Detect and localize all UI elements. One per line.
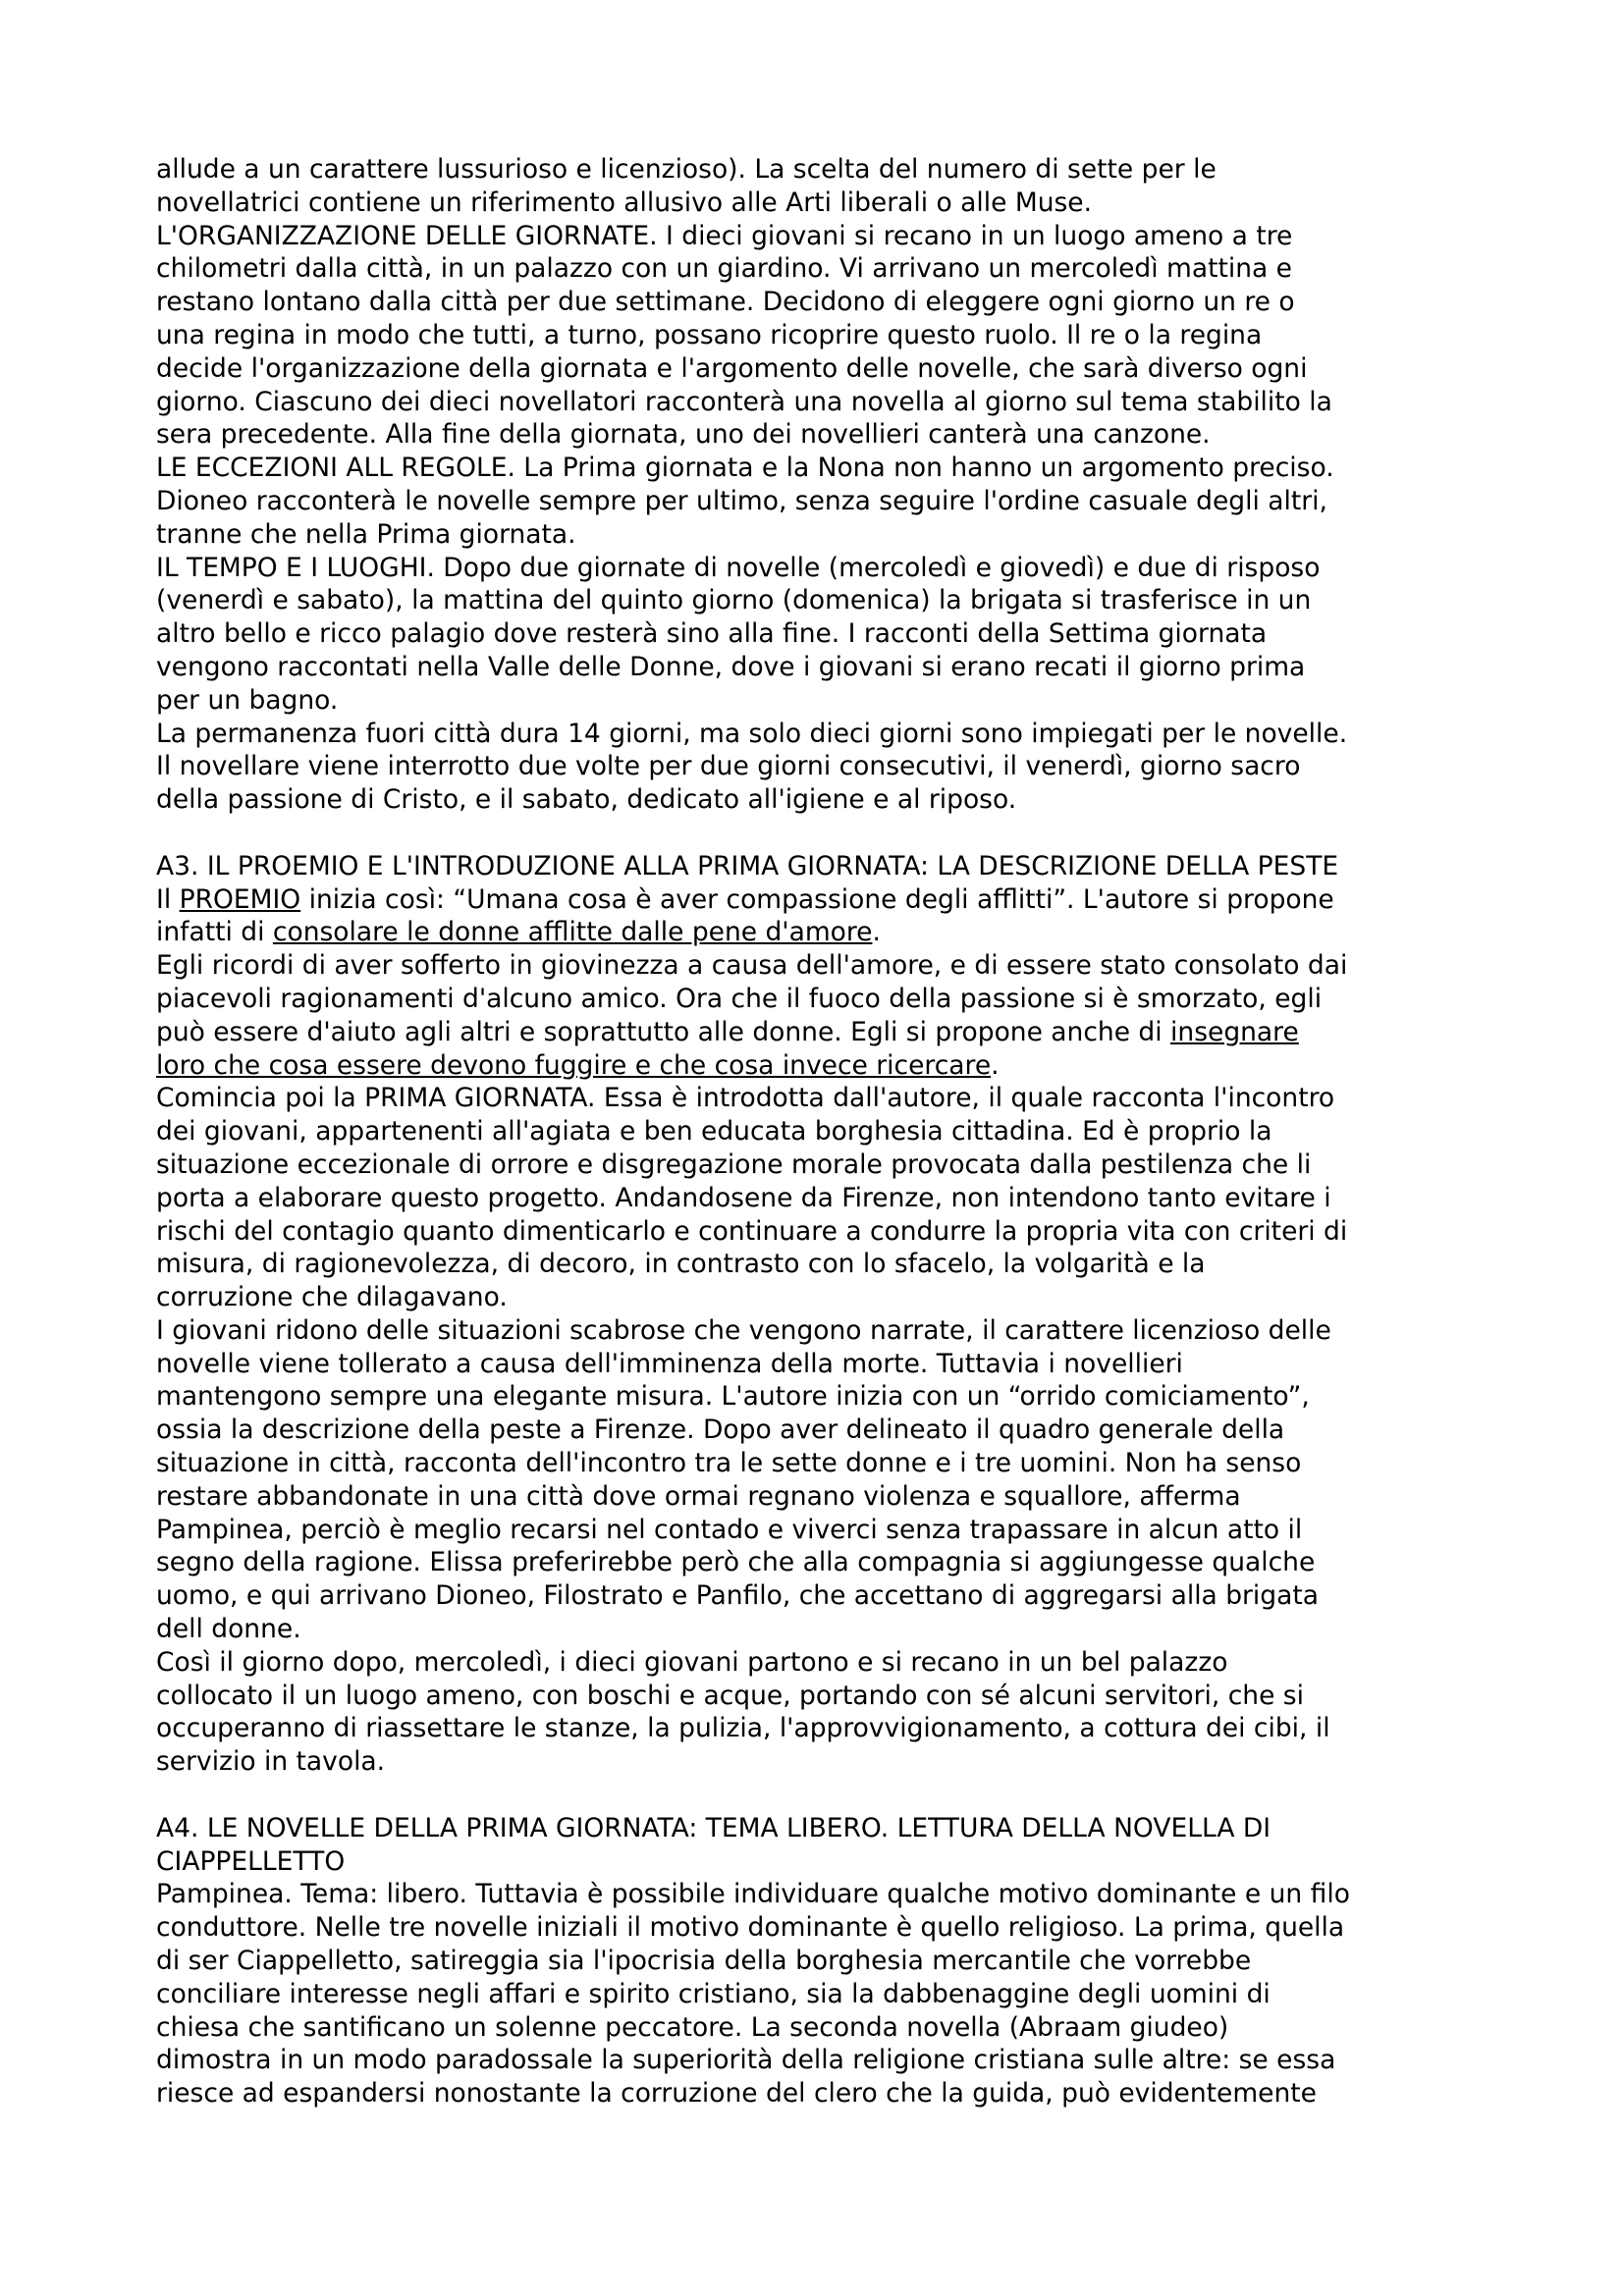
- text-line: situazione in città, racconta dell'incontro tra le sette donne e i tre uomini. Non ha senso: [156, 1448, 1302, 1479]
- text-line: L'ORGANIZZAZIONE DELLE GIORNATE. I dieci giovani si recano in un luogo ameno a tre: [156, 220, 1293, 251]
- text-line: collocato il un luogo ameno, con boschi e acque, portando con sé alcuni servitori, che si: [156, 1680, 1304, 1711]
- section-a4: [156, 1812, 1491, 2110]
- text-line: dell donne.: [156, 1614, 301, 1645]
- underlined-text: loro che cosa essere devono fuggire e che cosa invece ricercare: [156, 1049, 992, 1081]
- text-line: Dioneo racconterà le novelle sempre per ultimo, senza seguire l'ordine casuale degli altri,: [156, 485, 1327, 516]
- text-line: [156, 883, 1491, 917]
- text-line: di ser Ciappelletto, satireggia sia l'ipocrisia della borghesia mercantile che vorrebbe: [156, 1946, 1252, 1977]
- text-line: segno della ragione. Elissa preferirebbe però che alla compagnia si aggiungesse qualche: [156, 1547, 1316, 1578]
- text-line: ossia la descrizione della peste a Firenze. Dopo aver delineato il quadro generale della: [156, 1415, 1285, 1446]
- text-line: una regina in modo che tutti, a turno, possano ricoprire questo ruolo. Il re o la regina: [156, 319, 1263, 350]
- text-line: (venerdì e sabato), la mattina del quinto giorno (domenica) la brigata si trasferisce in un: [156, 585, 1312, 616]
- text-line: Comincia poi la PRIMA GIORNATA. Essa è introdotta dall'autore, il quale racconta l'incontro: [156, 1083, 1335, 1114]
- section-a3: [156, 850, 1491, 1779]
- text-line: LE ECCEZIONI ALL REGOLE. La Prima giornata e la Nona non hanno un argomento preciso.: [156, 453, 1334, 484]
- paragraph-gap: [156, 817, 1491, 850]
- text-line: della passione di Cristo, e il sabato, dedicato all'igiene e al riposo.: [156, 784, 1017, 816]
- text-run: inizia così: “Umana cosa è aver compassione degli afflitti”. L'autore si propone: [300, 883, 1334, 915]
- text-line: novellatrici contiene un riferimento allusivo alle Arti liberali o alle Muse.: [156, 187, 1093, 218]
- text-line: corruzione che dilagavano.: [156, 1282, 508, 1313]
- text-line: Egli ricordi di aver sofferto in giovinezza a causa dell'amore, e di essere stato consolato dai: [156, 950, 1348, 982]
- text-line: altro bello e ricco palagio dove resterà sino alla fine. I racconti della Settima giornata: [156, 618, 1268, 650]
- paragraph-gap: [156, 1779, 1491, 1812]
- text-line: [156, 916, 1491, 949]
- text-line: per un bagno.: [156, 684, 339, 716]
- text-line: chilometri dalla città, in un palazzo con un giardino. Vi arrivano un mercoledì mattina e: [156, 253, 1292, 285]
- section-a2-tail: [156, 153, 1491, 817]
- text-line: tranne che nella Prima giornata.: [156, 518, 576, 550]
- text-line: rischi del contagio quanto dimenticarlo e continuare a condurre la propria vita con criteri di: [156, 1215, 1348, 1247]
- text-line: piacevoli ragionamenti d'alcuno amico. Ora che il fuoco della passione si è smorzato, egli: [156, 983, 1323, 1014]
- text-run: può essere d'aiuto agli altri e soprattutto alle donne. Egli si propone anche di: [156, 1016, 1171, 1047]
- text-line: dei giovani, appartenenti all'agiata e ben educata borghesia cittadina. Ed è proprio la: [156, 1116, 1272, 1148]
- text-line: conciliare interesse negli affari e spirito cristiano, sia la dabbenaggine degli uomini di: [156, 1978, 1271, 2009]
- underlined-text: insegnare: [1170, 1016, 1299, 1047]
- text-line: [156, 1016, 1491, 1049]
- text-line: Pampinea. Tema: libero. Tuttavia è possibile individuare qualche motivo dominante e un filo: [156, 1879, 1350, 1910]
- text-line: Il novellare viene interrotto due volte per due giorni consecutivi, il venerdì, giorno sacro: [156, 751, 1301, 782]
- text-run: .: [872, 917, 881, 948]
- section-a3-heading: A3. IL PROEMIO E L'INTRODUZIONE ALLA PRIMA GIORNATA: LA DESCRIZIONE DELLA PESTE: [156, 850, 1339, 881]
- text-line: sera precedente. Alla fine della giornata, uno dei novellieri canterà una canzone.: [156, 419, 1211, 451]
- text-line: novelle viene tollerato a causa dell'imminenza della morte. Tuttavia i novellieri: [156, 1348, 1183, 1379]
- document-page: [156, 153, 1491, 2110]
- text-line: La permanenza fuori città dura 14 giorni, ma solo dieci giorni sono impiegati per le novelle.: [156, 718, 1348, 749]
- text-line: allude a un carattere lussurioso e licenzioso). La scelta del numero di sette per le: [156, 154, 1217, 185]
- text-line: situazione eccezionale di orrore e disgregazione morale provocata dalla pestilenza che li: [156, 1148, 1312, 1180]
- text-run: Il: [156, 883, 180, 915]
- text-line: restano lontano dalla città per due settimane. Decidono di eleggere ogni giorno un re o: [156, 287, 1295, 318]
- underlined-text: consolare le donne afflitte dalle pene d'amore: [272, 917, 873, 948]
- section-a4-heading: CIAPPELLETTO: [156, 1845, 346, 1877]
- text-line: porta a elaborare questo progetto. Andandosene da Firenze, non intendono tanto evitare i: [156, 1182, 1331, 1213]
- text-line: servizio in tavola.: [156, 1746, 386, 1778]
- text-line: giorno. Ciascuno dei dieci novellatori racconterà una novella al giorno sul tema stabilito la: [156, 386, 1332, 417]
- text-line: riesce ad espandersi nonostante la corruzione del clero che la guida, può evidentemente: [156, 2078, 1317, 2109]
- text-line: uomo, e qui arrivano Dioneo, Filostrato e Panfilo, che accettano di aggregarsi alla brigata: [156, 1580, 1319, 1612]
- text-line: Pampinea, perciò è meglio recarsi nel contado e viverci senza trapassare in alcun atto il: [156, 1514, 1303, 1545]
- text-line: I giovani ridono delle situazioni scabrose che vengono narrate, il carattere licenzioso delle: [156, 1314, 1331, 1346]
- section-a4-heading: A4. LE NOVELLE DELLA PRIMA GIORNATA: TEMA LIBERO. LETTURA DELLA NOVELLA DI: [156, 1812, 1271, 1843]
- underlined-text: PROEMIO: [179, 883, 301, 915]
- text-line: chiesa che santificano un solenne peccatore. La seconda novella (Abraam giudeo): [156, 2011, 1229, 2043]
- text-line: Così il giorno dopo, mercoledì, i dieci giovani partono e si recano in un bel palazzo: [156, 1646, 1228, 1678]
- text-line: conduttore. Nelle tre novelle iniziali il motivo dominante è quello religioso. La prima, quella: [156, 1912, 1345, 1944]
- text-line: misura, di ragionevolezza, di decoro, in contrasto con lo sfacelo, la volgarità e la: [156, 1249, 1206, 1280]
- text-run: .: [991, 1049, 1000, 1081]
- text-line: restare abbandonate in una città dove ormai regnano violenza e squallore, afferma: [156, 1480, 1241, 1512]
- text-line: [156, 1049, 1491, 1083]
- text-line: IL TEMPO E I LUOGHI. Dopo due giornate di novelle (mercoledì e giovedì) e due di risposo: [156, 552, 1321, 583]
- text-line: dimostra in un modo paradossale la superiorità della religione cristiana sulle altre: se essa: [156, 2045, 1336, 2076]
- text-line: mantengono sempre una elegante misura. L'autore inizia con un “orrido comiciamento”,: [156, 1381, 1310, 1413]
- text-line: occuperanno di riassettare le stanze, la pulizia, l'approvvigionamento, a cottura dei cibi, il: [156, 1713, 1330, 1744]
- text-line: decide l'organizzazione della giornata e l'argomento delle novelle, che sarà diverso ogni: [156, 352, 1308, 384]
- text-line: vengono raccontati nella Valle delle Donne, dove i giovani si erano recati il giorno prima: [156, 651, 1306, 682]
- text-run: infatti di: [156, 917, 273, 948]
